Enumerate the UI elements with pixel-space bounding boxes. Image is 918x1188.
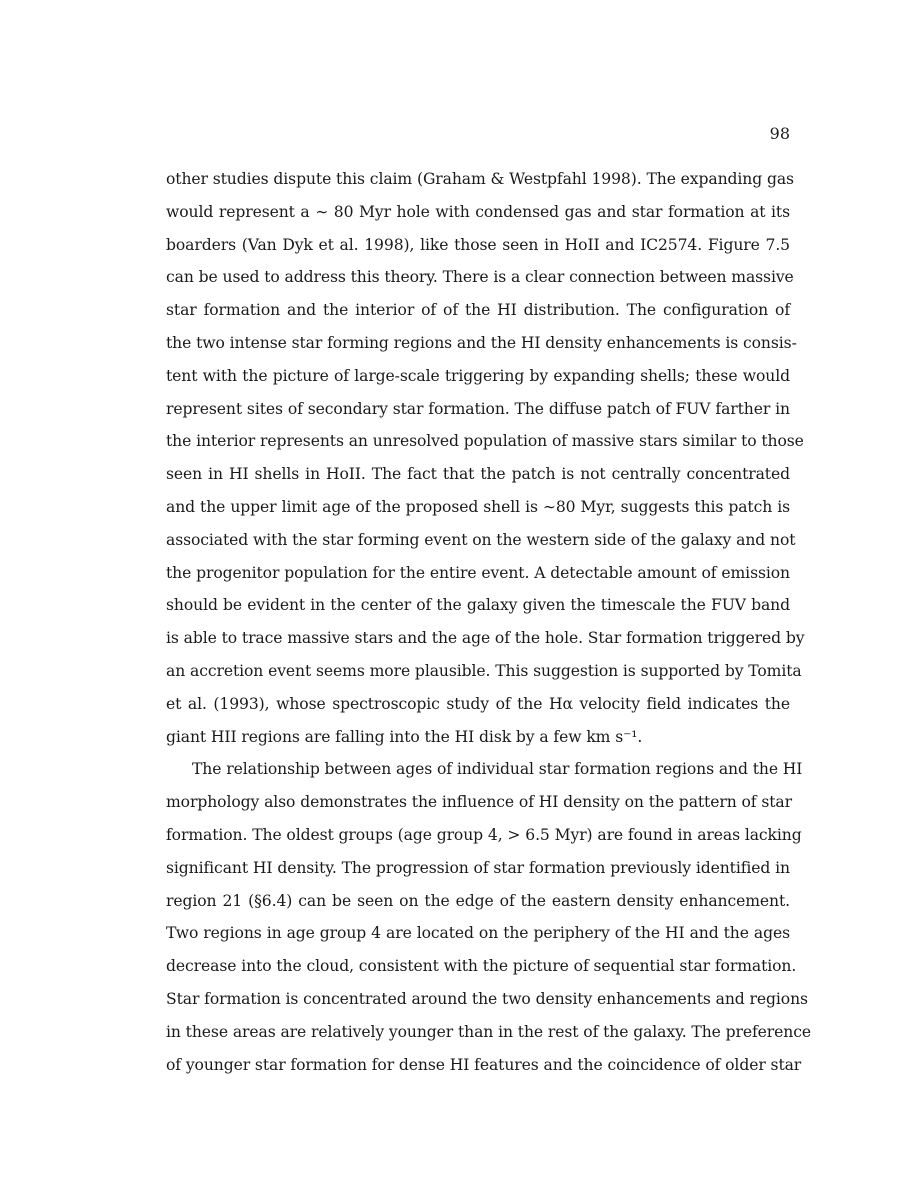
text-line: associated with the star forming event on the western side of the galaxy and not bbox=[166, 530, 796, 549]
body-text bbox=[166, 163, 811, 1081]
text-line: et al. (1993), whose spectroscopic study of the Hα velocity field indicates the bbox=[166, 694, 790, 713]
text-line: boarders (Van Dyk et al. 1998), like those seen in HoII and IC2574. Figure 7.5 bbox=[166, 235, 790, 254]
text-line: seen in HI shells in HoII. The fact that the patch is not centrally concentrated bbox=[166, 465, 790, 484]
text-line: the interior represents an unresolved population of massive stars similar to those bbox=[166, 432, 804, 451]
text-line: represent sites of secondary star formation. The diffuse patch of FUV farther in bbox=[166, 399, 790, 418]
text-line: of younger star formation for dense HI features and the coincidence of older star bbox=[166, 1055, 802, 1074]
text-line: the progenitor population for the entire event. A detectable amount of emission bbox=[166, 563, 790, 582]
page-number: 98 bbox=[769, 124, 790, 143]
text-line: giant HII regions are falling into the HI disk by a few km s⁻¹. bbox=[166, 727, 643, 746]
text-line: morphology also demonstrates the influence of HI density on the pattern of star bbox=[166, 793, 792, 812]
text-line: decrease into the cloud, consistent with the picture of sequential star formation. bbox=[166, 957, 797, 976]
text-line: the two intense star forming regions and the HI density enhancements is consis- bbox=[166, 333, 797, 352]
text-line: significant HI density. The progression of star formation previously identified in bbox=[166, 858, 790, 877]
text-line: other studies dispute this claim (Graham & Westpfahl 1998). The expanding gas bbox=[166, 170, 794, 188]
text-line: and the upper limit age of the proposed shell is ∼80 Myr, suggests this patch is bbox=[166, 497, 790, 516]
paragraph-2 bbox=[166, 753, 811, 1081]
text-line: region 21 (§6.4) can be seen on the edge of the eastern density enhancement. bbox=[166, 891, 790, 910]
text-line: formation. The oldest groups (age group 4, > 6.5 Myr) are found in areas lacking bbox=[166, 825, 802, 844]
text-line: should be evident in the center of the galaxy given the timescale the FUV band bbox=[166, 596, 790, 615]
text-line: The relationship between ages of individual star formation regions and the HI bbox=[192, 760, 803, 779]
text-line: an accretion event seems more plausible. This suggestion is supported by Tomita bbox=[166, 661, 802, 680]
text-line: tent with the picture of large-scale triggering by expanding shells; these would bbox=[166, 366, 790, 385]
text-line: in these areas are relatively younger than in the rest of the galaxy. The preference bbox=[166, 1022, 811, 1041]
text-line: would represent a ∼ 80 Myr hole with condensed gas and star formation at its bbox=[166, 202, 790, 221]
text-line: Star formation is concentrated around the two density enhancements and regions bbox=[166, 989, 808, 1008]
text-line: star formation and the interior of of the HI distribution. The configuration of bbox=[166, 301, 790, 320]
paragraph-1 bbox=[166, 163, 805, 753]
text-line: is able to trace massive stars and the age of the hole. Star formation triggered by bbox=[166, 629, 805, 648]
text-line: Two regions in age group 4 are located on the periphery of the HI and the ages bbox=[166, 924, 790, 943]
text-line: can be used to address this theory. There is a clear connection between massive bbox=[166, 268, 794, 287]
